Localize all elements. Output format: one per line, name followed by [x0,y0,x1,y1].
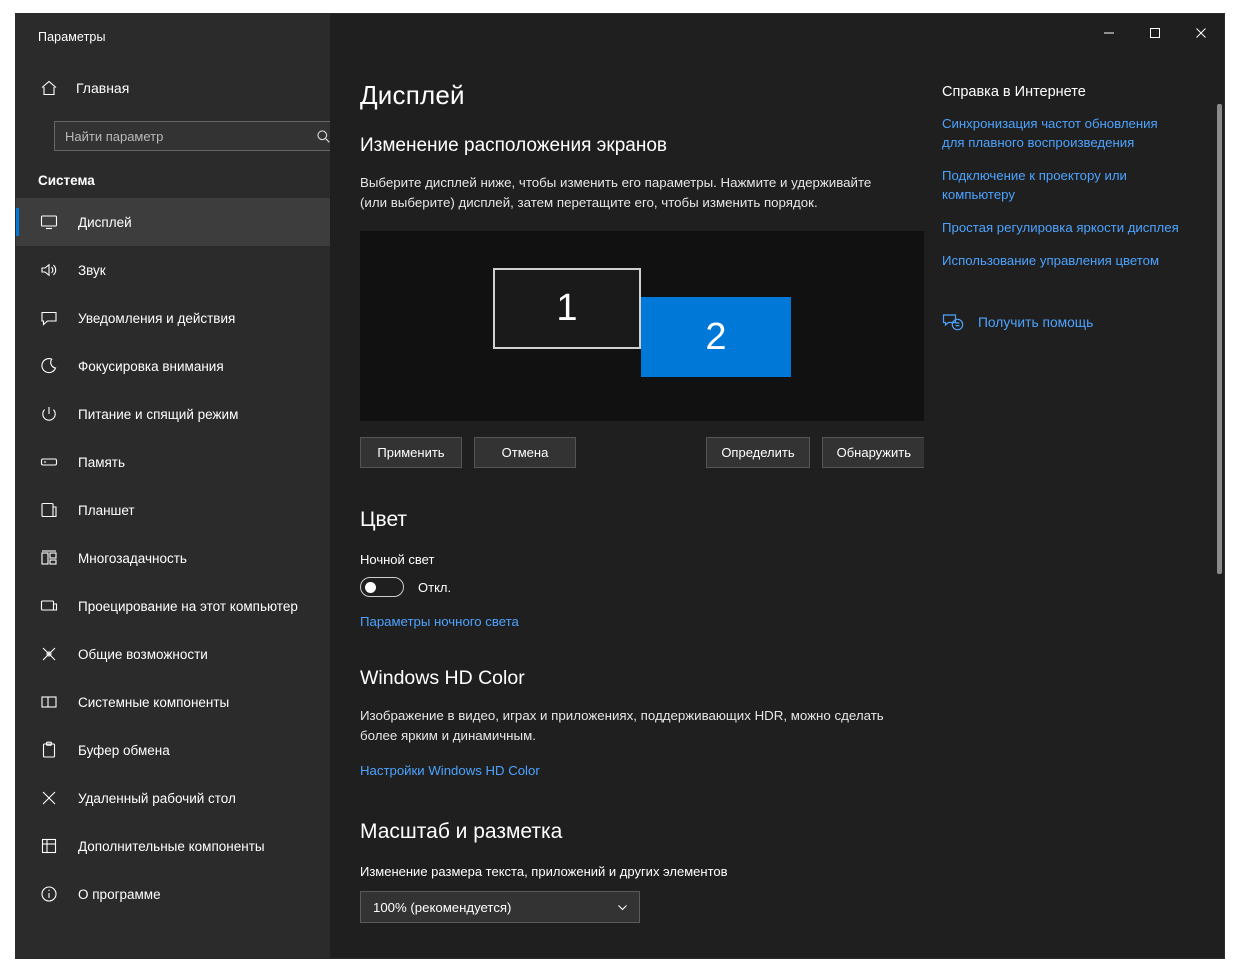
sidebar-item-power[interactable] [16,390,330,438]
sidebar-item-optional-features-label: Дополнительные компоненты [78,838,265,854]
scrollbar-thumb[interactable] [1217,104,1222,574]
tablet-icon [38,499,60,521]
sidebar-nav [16,198,330,918]
sidebar-section-header: Система [38,173,95,188]
info-icon [38,883,60,905]
sidebar-item-tablet-label: Планшет [78,502,135,518]
storage-icon [38,451,60,473]
sidebar-item-notifications-label: Уведомления и действия [78,310,236,326]
monitor-arrangement-canvas[interactable] [360,231,924,421]
sidebar-item-display-label: Дисплей [78,214,132,230]
sidebar-item-storage-label: Память [78,454,126,470]
title-bar [330,14,1224,56]
multitask-icon [38,547,60,569]
home-icon [38,77,60,99]
sidebar-item-home-label: Главная [76,80,130,96]
speaker-icon [38,259,60,281]
minimize-button[interactable] [1086,14,1132,52]
help-link-color-management[interactable]: Использование управления цветом [942,253,1160,268]
sidebar-item-storage[interactable] [16,438,330,486]
scale-dropdown[interactable] [360,891,640,923]
get-help-label: Получить помощь [978,314,1094,330]
settings-window [16,14,1224,958]
page-title: Дисплей [360,80,465,110]
sidebar-item-power-label: Питание и спящий режим [78,406,239,422]
sidebar-item-clipboard[interactable] [16,726,330,774]
detect-button[interactable]: Обнаружить [822,437,924,468]
chevron-down-icon [616,901,629,914]
optional-features-icon [38,835,60,857]
sidebar-item-focus-assist-label: Фокусировка внимания [78,358,224,374]
monitor-icon [38,211,60,233]
sidebar-item-optional-features[interactable] [16,822,330,870]
power-icon [38,403,60,425]
content-scrollbar[interactable] [1217,104,1222,952]
chat-icon [38,307,60,329]
get-help-row[interactable] [942,312,1204,332]
identify-button[interactable]: Определить [706,437,809,468]
cancel-button[interactable]: Отмена [474,437,576,468]
content [330,56,1224,958]
sidebar-item-shared-experiences[interactable] [16,630,330,678]
monitor-buttons-row [360,437,924,468]
hdr-settings-link[interactable]: Настройки Windows HD Color [360,763,540,778]
night-light-settings-link[interactable]: Параметры ночного света [360,614,519,629]
night-light-toggle[interactable] [360,577,404,597]
help-link-projector[interactable]: Подключение к проектору или компьютеру [942,168,1127,202]
night-light-label: Ночной свет [360,552,435,567]
sidebar-item-sound-label: Звук [78,262,106,278]
sidebar-item-clipboard-label: Буфер обмена [78,742,170,758]
sidebar-item-projecting-label: Проецирование на этот компьютер [78,598,298,614]
monitor-2[interactable] [641,297,791,377]
color-heading: Цвет [360,508,408,531]
monitor-1-label: 1 [556,287,578,329]
components-icon [38,691,60,713]
night-light-toggle-row [360,577,924,597]
night-light-settings-link-wrap [360,613,924,631]
sidebar-item-display[interactable] [16,198,330,246]
sidebar-item-projecting[interactable] [16,582,330,630]
search-box[interactable] [54,121,339,151]
sidebar-item-sound[interactable] [16,246,330,294]
sidebar-item-remote-desktop-label: Удаленный рабочий стол [78,790,236,806]
apply-button[interactable]: Применить [360,437,462,468]
settings-pane [330,56,924,958]
help-link-refresh-rate[interactable]: Синхронизация частот обновления для плавного воспроизведения [942,116,1158,150]
monitor-2-label: 2 [705,315,727,358]
help-pane [924,56,1224,958]
window-title: Параметры [38,30,106,44]
sidebar-item-shared-experiences-label: Общие возможности [78,646,208,662]
shared-icon [38,643,60,665]
hdr-heading: Windows HD Color [360,667,525,689]
sidebar-item-notifications[interactable] [16,294,330,342]
remote-desktop-icon [38,787,60,809]
night-light-state: Откл. [418,579,452,595]
monitor-1[interactable] [493,268,641,349]
scale-dropdown-value: 100% (рекомендуется) [373,899,512,915]
sidebar-item-about-label: О программе [78,886,161,902]
sidebar-item-multitasking-label: Многозадачность [78,550,187,566]
sidebar-item-remote-desktop[interactable] [16,774,330,822]
maximize-button[interactable] [1132,14,1178,52]
sidebar-item-system-components[interactable] [16,678,330,726]
project-icon [38,595,60,617]
sidebar-item-about[interactable] [16,870,330,918]
hdr-description: Изображение в видео, играх и приложениях, поддерживающих HDR, можно сделать более ярким и динамичным. [360,708,884,743]
help-link-brightness[interactable]: Простая регулировка яркости дисплея [942,220,1179,235]
main-area [330,14,1224,958]
help-title: Справка в Интернете [942,84,1086,100]
scale-heading: Масштаб и разметка [360,820,563,843]
sidebar-item-home[interactable] [16,69,330,107]
search-input[interactable] [55,122,308,150]
moon-icon [38,355,60,377]
sidebar-item-focus-assist[interactable] [16,342,330,390]
sidebar-item-multitasking[interactable] [16,534,330,582]
hdr-link-wrap [360,762,924,780]
arrange-heading: Изменение расположения экранов [360,135,667,156]
scale-label: Изменение размера текста, приложений и других элементов [360,864,728,879]
clipboard-icon [38,739,60,761]
sidebar [16,14,330,958]
sidebar-item-tablet[interactable] [16,486,330,534]
sidebar-item-system-components-label: Системные компоненты [78,694,230,710]
help-chat-icon [942,312,964,332]
toggle-knob [365,582,376,593]
arrange-description: Выберите дисплей ниже, чтобы изменить его параметры. Нажмите и удерживайте (или выберите) дисплей, затем перетащите его, чтобы изменить порядок. [360,175,872,210]
close-button[interactable] [1178,14,1224,52]
